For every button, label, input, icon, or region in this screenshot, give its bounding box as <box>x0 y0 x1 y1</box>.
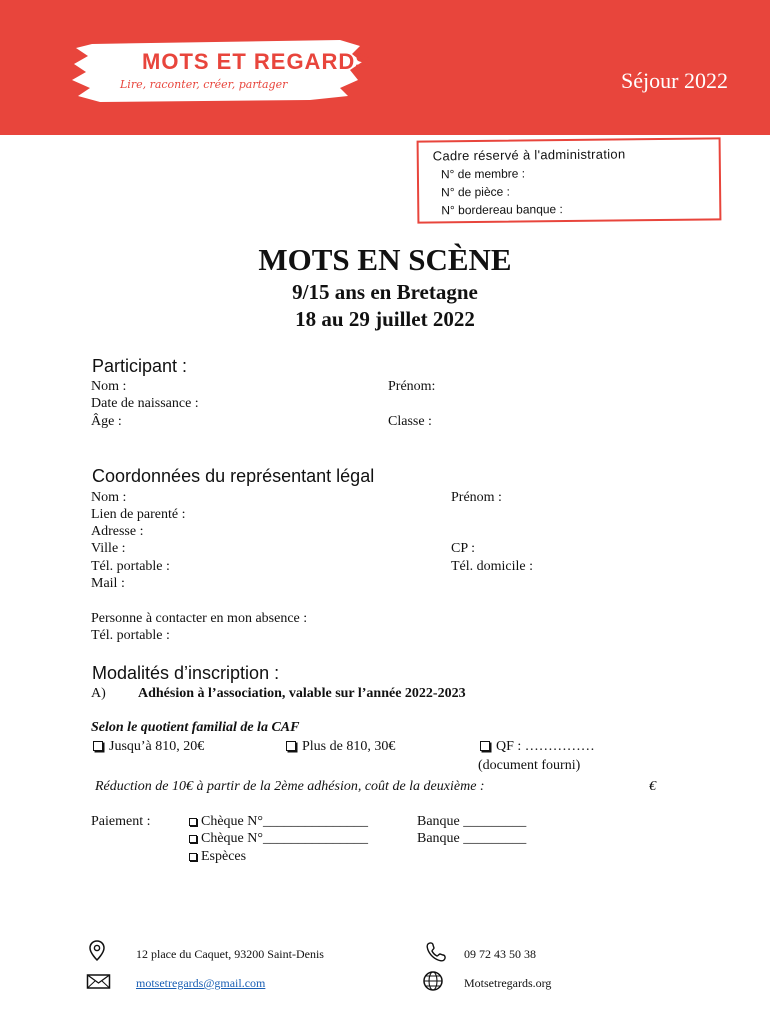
footer-website[interactable]: Motsetregards.org <box>464 976 552 990</box>
admin-title: Cadre réservé à l'administration <box>432 146 626 164</box>
option-jusqua-810[interactable]: Jusqu’à 810, 20€ <box>93 739 204 755</box>
checkbox[interactable] <box>189 853 197 861</box>
quotient-label: Selon le quotient familial de la CAF <box>91 720 300 735</box>
paiement-label: Paiement : <box>91 814 151 829</box>
option-plus-810[interactable]: Plus de 810, 30€ <box>286 739 395 755</box>
logo <box>70 36 371 104</box>
representant-cp: CP : <box>451 541 475 556</box>
participant-age: Âge : <box>91 414 122 429</box>
participant-classe: Classe : <box>388 414 432 429</box>
footer-address: 12 place du Caquet, 93200 Saint-Denis <box>136 947 324 961</box>
sejour-year: Séjour 2022 <box>621 68 728 93</box>
representant-lien: Lien de parenté : <box>91 507 186 522</box>
representant-tel-domicile: Tél. domicile : <box>451 559 534 574</box>
option-qf[interactable]: QF : …………… <box>480 739 595 755</box>
representant-heading: Coordonnées du représentant légal <box>92 466 375 486</box>
admin-piece: N° de pièce : <box>441 184 511 200</box>
contact-tel: Tél. portable : <box>91 628 170 643</box>
admin-bordereau: N° bordereau banque : <box>441 202 563 218</box>
checkbox[interactable] <box>189 818 197 826</box>
phone-icon <box>424 940 448 962</box>
checkbox[interactable] <box>93 741 103 751</box>
paiement-especes[interactable]: Espèces <box>189 849 246 865</box>
document-subtitle-dates: 18 au 29 juillet 2022 <box>295 307 475 331</box>
document-title: MOTS EN SCÈNE <box>258 242 512 277</box>
paiement-cheque-1[interactable]: Chèque N°_______________ <box>189 814 368 830</box>
admin-box <box>417 137 722 223</box>
contact-absence: Personne à contacter en mon absence : <box>91 611 308 626</box>
participant-nom: Nom : <box>91 379 127 394</box>
reduction-text: Réduction de 10€ à partir de la 2ème adhésion, coût de la deuxième : <box>95 779 485 794</box>
reduction-euro: € <box>649 779 656 794</box>
representant-tel-portable: Tél. portable : <box>91 559 170 574</box>
option-qf-note: (document fourni) <box>478 758 581 773</box>
representant-nom: Nom : <box>91 490 127 505</box>
representant-mail: Mail : <box>91 576 125 591</box>
participant-heading: Participant : <box>92 356 188 376</box>
paiement-cheque-2[interactable]: Chèque N°_______________ <box>189 831 368 847</box>
adhesion-text: Adhésion à l’association, valable sur l’année 2022-2023 <box>138 686 466 701</box>
checkbox[interactable] <box>189 835 197 843</box>
representant-prenom: Prénom : <box>451 490 502 505</box>
document-subtitle-age: 9/15 ans en Bretagne <box>292 280 478 304</box>
paiement-banque-2: Banque _________ <box>417 831 527 846</box>
logo-title: MOTS ET REGARDS <box>142 49 371 74</box>
modalites-heading: Modalités d’inscription : <box>92 663 280 683</box>
paiement-banque-1: Banque _________ <box>417 814 527 829</box>
adhesion-letter: A) <box>91 686 106 701</box>
logo-tagline: Lire, raconter, créer, partager <box>120 78 288 91</box>
globe-icon <box>422 970 444 992</box>
footer-phone: 09 72 43 50 38 <box>464 947 536 961</box>
checkbox[interactable] <box>480 741 490 751</box>
participant-naissance: Date de naissance : <box>91 396 199 411</box>
footer-email-link[interactable]: motsetregards@gmail.com <box>136 976 266 990</box>
location-pin-icon <box>88 940 106 962</box>
checkbox[interactable] <box>286 741 296 751</box>
representant-ville: Ville : <box>91 541 126 556</box>
admin-member: N° de membre : <box>440 166 526 182</box>
representant-adresse: Adresse : <box>91 524 144 539</box>
envelope-icon <box>86 973 112 991</box>
participant-prenom: Prénom: <box>388 379 436 394</box>
